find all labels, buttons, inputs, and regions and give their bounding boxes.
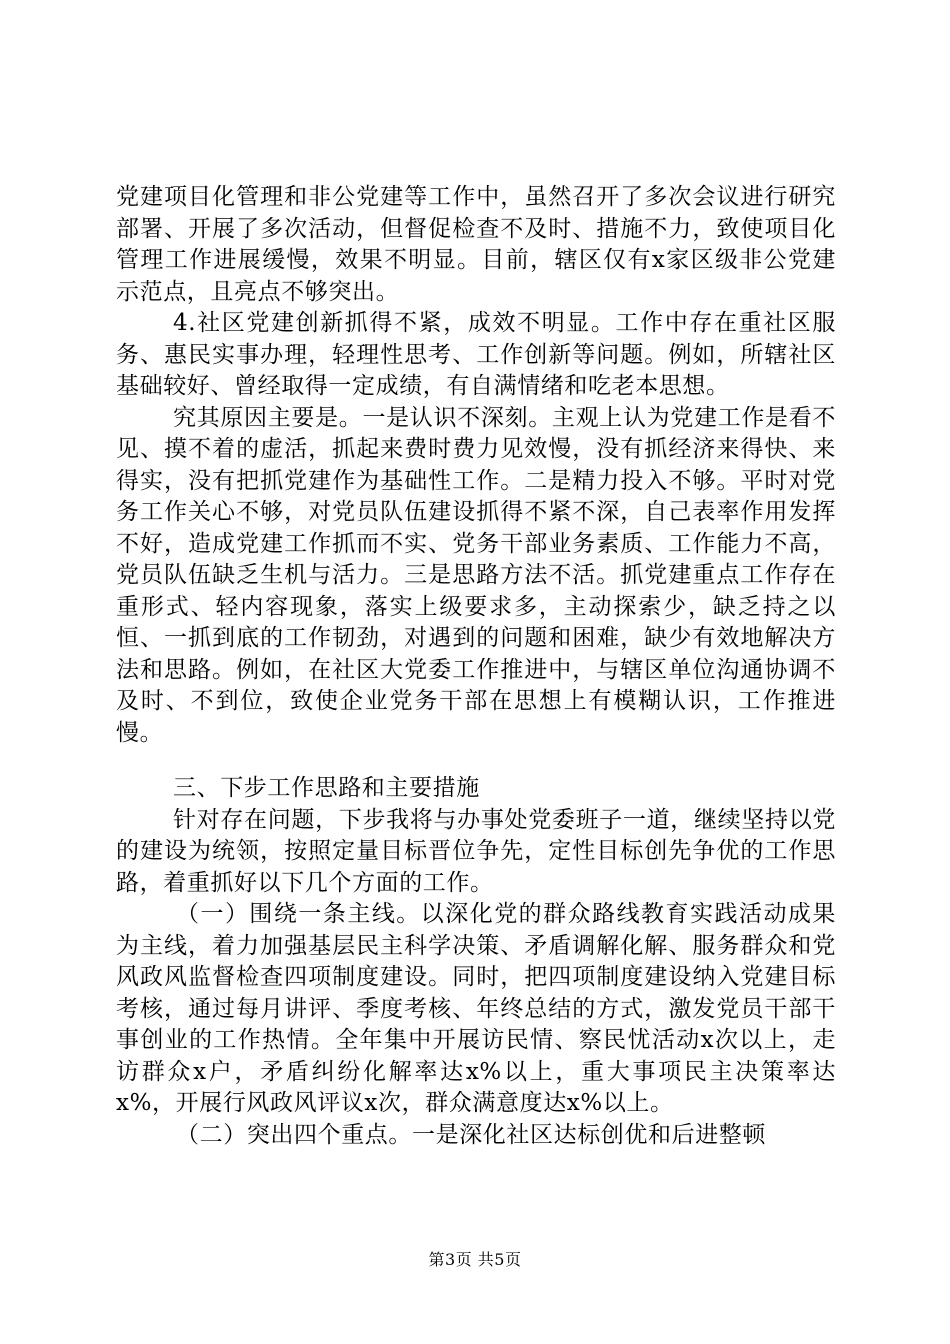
body-paragraph-measure-1: （一）围绕一条主线。以深化党的群众路线教育实践活动成果为主线，着力加强基层民主科学决策、矛盾调解化解、服务群众和党风政风监督检查四项制度建设。同时，把四项制度建设纳入党建目标考核，通过每月讲评、季度考核、年终总结的方式，激发党员干部干事创业的工作热情。全年集中开展访民情、察民忧活动x次以上，走访群众x户，矛盾纠纷化解率达x%以上，重大事项民主决策率达x%，开展行风政风评议x次，群众满意度达x%以上。 (116, 901, 836, 1116)
body-paragraph-causes: 究其原因主要是。一是认识不深刻。主观上认为党建工作是看不见、摸不着的虚活，抓起来费时费力见效慢，没有抓经济来得快、来得实，没有把抓党建作为基础性工作。二是精力投入不够。平时对党务工作关心不够，对党员队伍建设抓得不紧不深，自己表率作用发挥不好，造成党建工作抓而不实、党务干部业务素质、工作能力不高，党员队伍缺乏生机与活力。三是思路方法不活。抓党建重点工作存在重形式、轻内容现象，落实上级要求多，主动探索少，缺乏持之以恒、一抓到底的工作韧劲，对遇到的问题和困难，缺少有效地解决方法和思路。例如，在社区大党委工作推进中，与辖区单位沟通协调不及时、不到位，致使企业党务干部在思想上有模糊认识，工作推进慢。 (116, 404, 836, 746)
document-body (116, 182, 836, 1151)
section-heading: 三、下步工作思路和主要措施 (173, 775, 480, 801)
page-footer: 第3页 共5页 (428, 1250, 522, 1269)
body-paragraph-item-4: 4.社区党建创新抓得不紧，成效不明显。工作中存在重社区服务、惠民实事办理，轻理性思考、工作创新等问题。例如，所辖社区基础较好、曾经取得一定成绩，有自满情绪和吃老本思想。 (116, 310, 836, 399)
body-paragraph-continued: 党建项目化管理和非公党建等工作中，虽然召开了多次会议进行研究部署、开展了多次活动，但督促检查不及时、措施不力，致使项目化管理工作进展缓慢，效果不明显。目前，辖区仅有x家区级非公党建示范点，且亮点不够突出。 (116, 184, 836, 305)
body-paragraph-measure-2: （二）突出四个重点。一是深化社区达标创优和后进整顿 (176, 1121, 766, 1148)
body-paragraph-plan: 针对存在问题，下步我将与办事处党委班子一道，继续坚持以党的建设为统领，按照定量目标晋位争先，定性目标创先争优的工作思路，着重抓好以下几个方面的工作。 (116, 806, 836, 896)
